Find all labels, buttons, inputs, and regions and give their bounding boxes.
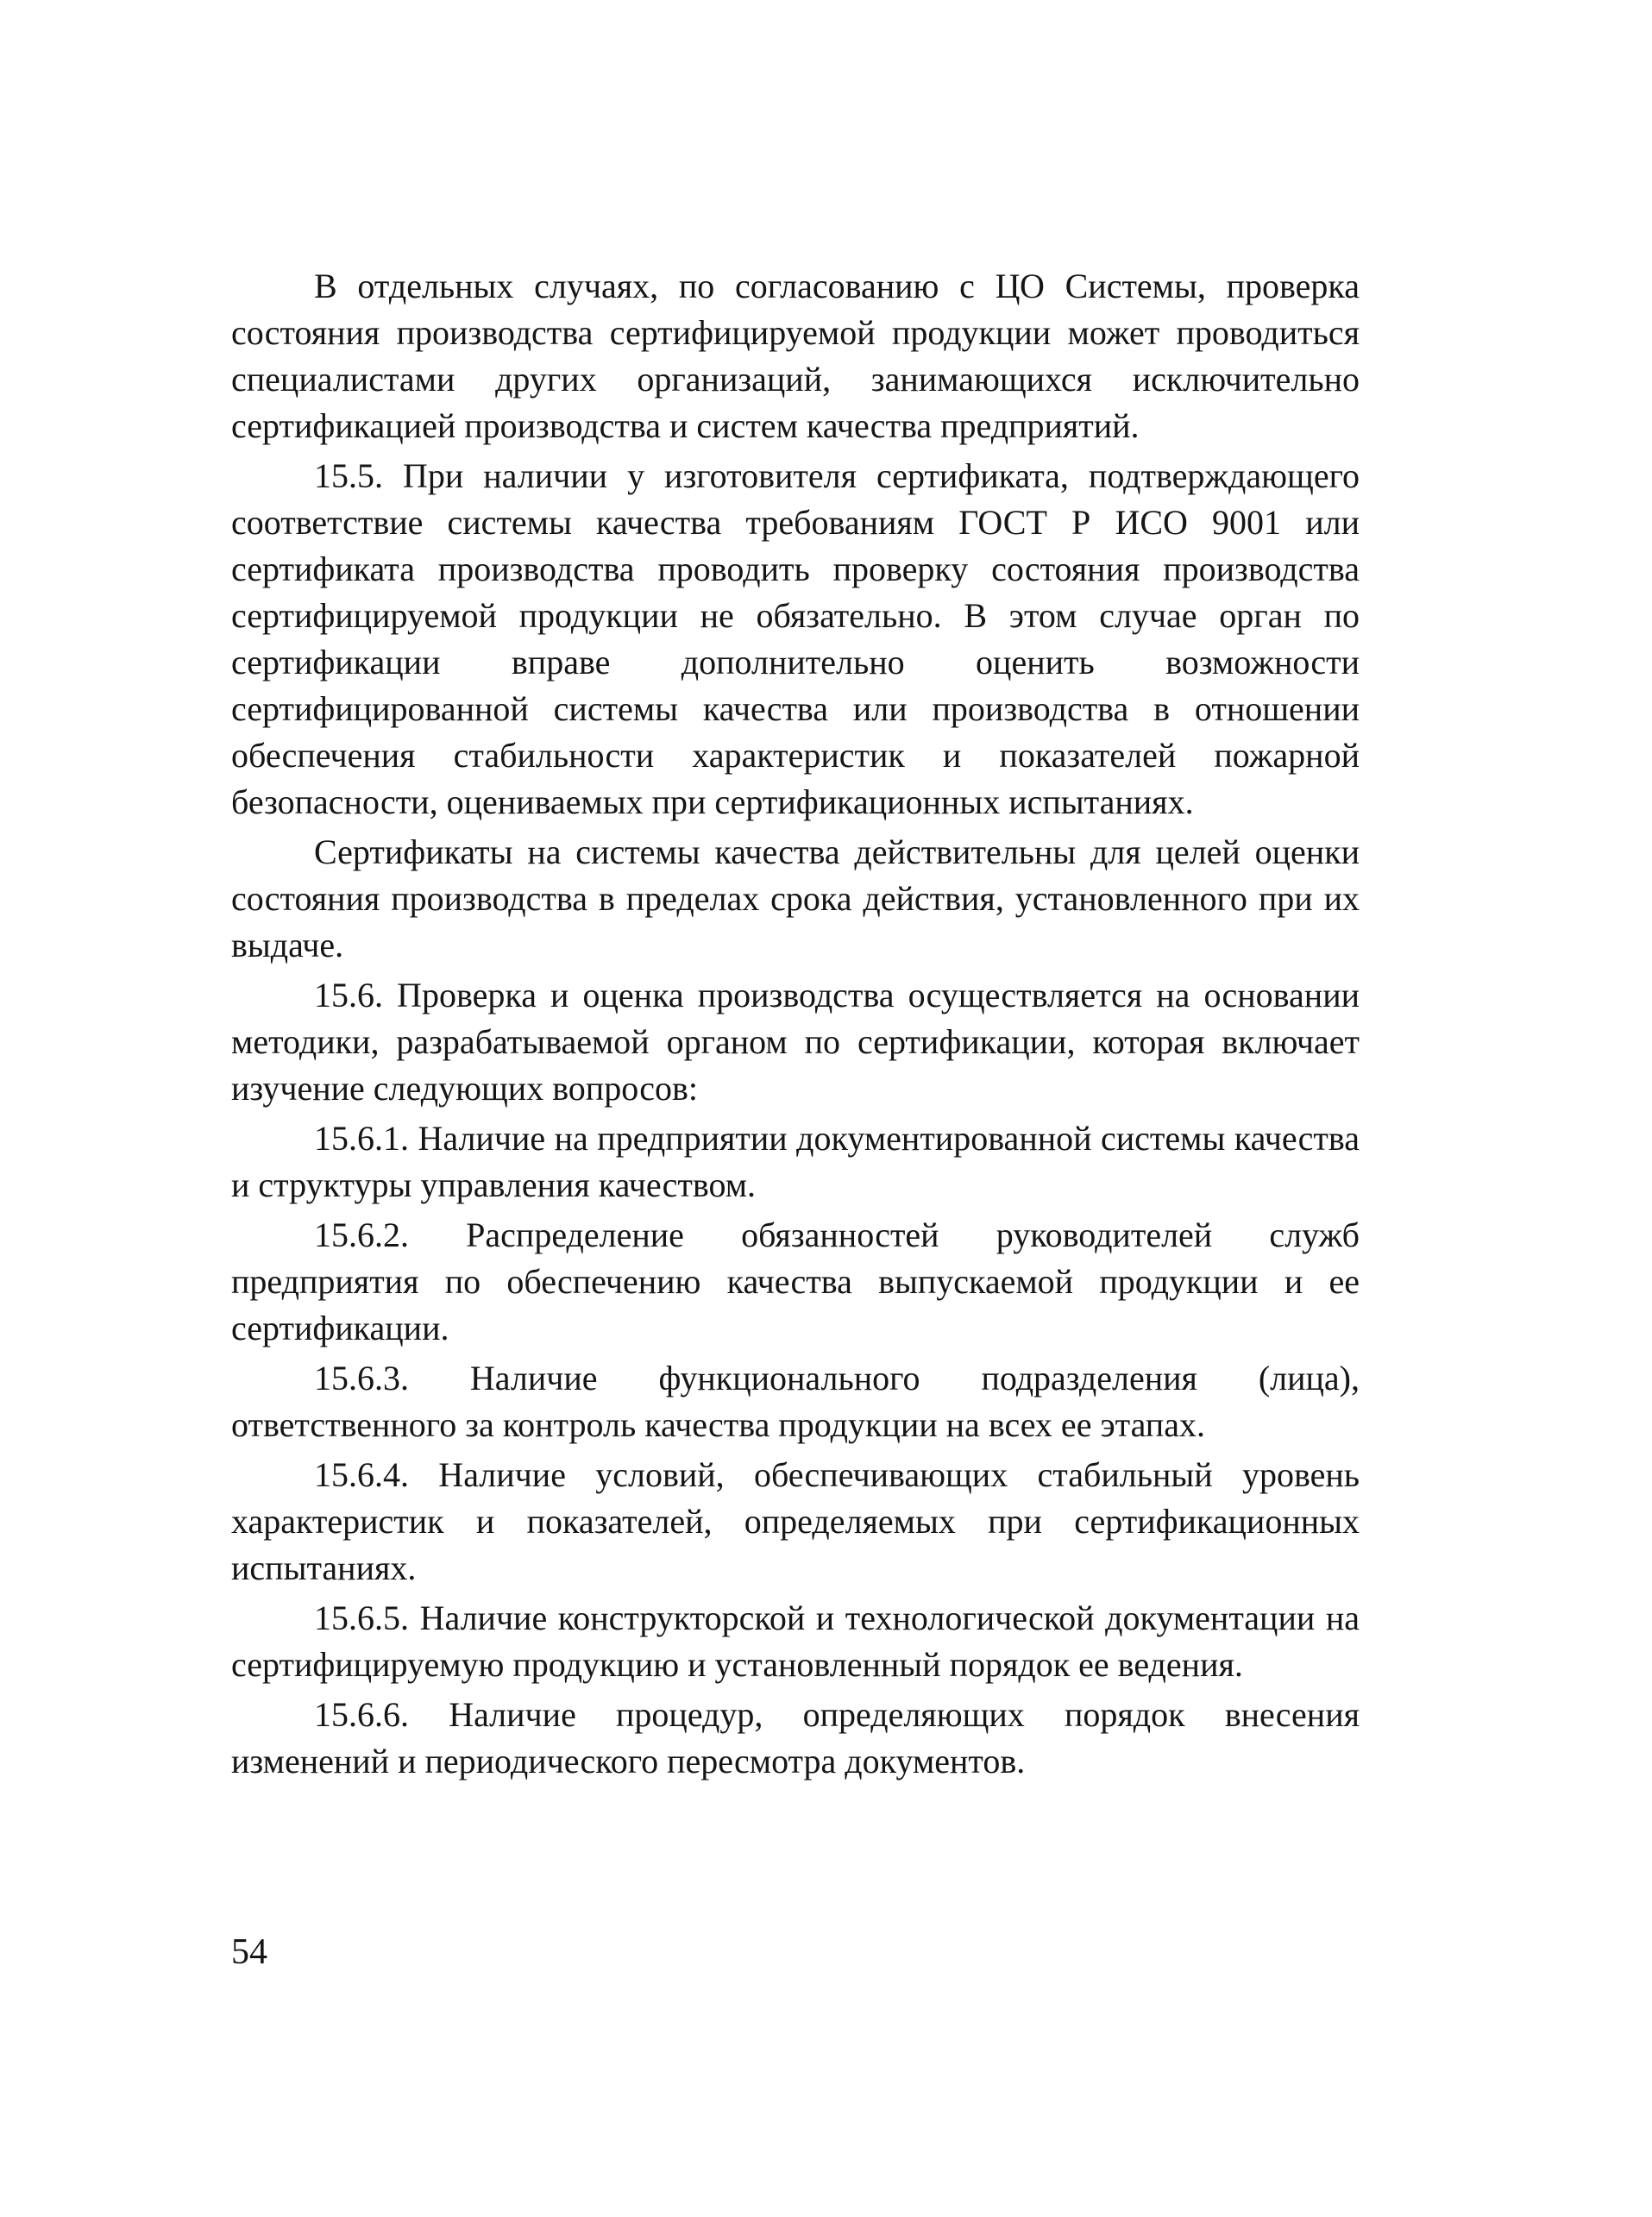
paragraph-15-6-6: 15.6.6. Наличие процедур, определяющих порядок внесения изменений и периодического пересмотра документов.: [231, 1695, 1360, 1781]
paragraph-15-6-5: 15.6.5. Наличие конструкторской и технологической документации на сертифицируемую продукцию и установленный порядок ее ведения.: [231, 1598, 1360, 1684]
paragraph-15-6-2: 15.6.2. Распределение обязанностей руководителей служб предприятия по обеспечению качества выпускаемой продукции и ее сертификации.: [231, 1215, 1360, 1347]
page-number: 54: [231, 1932, 267, 1972]
paragraph-15-6-4: 15.6.4. Наличие условий, обеспечивающих стабильный уровень характеристик и показателей, определяемых при сертификационных испытаниях.: [231, 1455, 1360, 1587]
paragraph-15-6: 15.6. Проверка и оценка производства осуществляется на основании методики, разрабатываемой органом по сертификации, которая включает изучение следующих вопросов:: [231, 976, 1360, 1108]
paragraph-15-5: 15.5. При наличии у изготовителя сертификата, подтверждающего соответствие системы качества требованиям ГОСТ Р ИСО 9001 или сертификата производства проводить проверку состояния производства сертифицируемой продукции не обязательно. В этом случае орган по сертификации вправе дополнительно оценить возможности сертифицированной системы качества или производства в отношении обеспечения стабильности характеристик и показателей пожарной безопасности, оцениваемых при сертификационных испытаниях.: [231, 456, 1360, 821]
paragraph-15-6-3: 15.6.3. Наличие функционального подразделения (лица), ответственного за контроль качества продукции на всех ее этапах.: [231, 1359, 1360, 1444]
paragraph-intro-certification-specialists: В отдельных случаях, по согласованию с ЦО Системы, проверка состояния производства сертифицируемой продукции может проводиться специалистами других организаций, занимающихся исключительно сертификацией производства и систем качества предприятий.: [231, 267, 1360, 445]
paragraph-15-6-1: 15.6.1. Наличие на предприятии документированной системы качества и структуры управления качеством.: [231, 1119, 1360, 1204]
paragraph-quality-certificates-validity: Сертификаты на системы качества действительны для целей оценки состояния производства в пределах срока действия, установленного при их выдаче.: [231, 832, 1360, 964]
body-text: [231, 263, 1360, 1788]
